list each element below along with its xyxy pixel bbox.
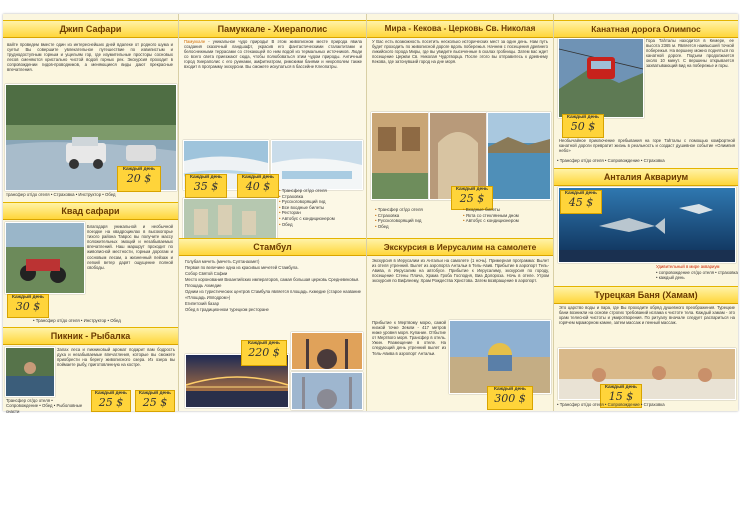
istanbul-mosque-photo — [291, 332, 363, 370]
inclusion-item: • Русскоговорящий гид — [375, 218, 455, 224]
olympos-cable-text-2: Необычайное приключение пребывания на горе Таhталы с помощью комфортной канатной дороги превратит жизнь в реальность и создаст душевное событие «Олимпия небо» — [559, 138, 735, 154]
inclusion-item: • Яхта со стеклянным дном — [463, 213, 551, 219]
istanbul-line: Египетский базар — [185, 300, 219, 306]
price-label: Каждый день — [247, 341, 281, 346]
price-value: 35 $ — [193, 180, 219, 193]
inclusion-item: • Обед — [279, 222, 365, 228]
turkish-bath-title: Турецкая Баня (Хамам) — [554, 286, 738, 304]
pamukkale-inclusions — [279, 188, 365, 227]
brochure-sheet — [3, 14, 738, 414]
istanbul-title: Стамбул — [179, 238, 366, 256]
quad-safari-footer: • Трансфер от/до отеля • Инструктор • Обед — [33, 318, 121, 323]
pamukkale-desc: - уникальное чудо природы! В этом живописном месте природа явила создания сказочный ландшафт, украсив его фантастическими сталактитами и белоснежными террасами со стекающей по ним водой из термальных источников. Люди со всего света приезжают сюда, чтобы полюбоваться этим чудом природы. Античный город Хиераполис с его руинами, амфитеатром, римскими банями и некрополем также входит в программу экскурсии. Вы сможете искупаться в бассейне Клеопатры. — [184, 39, 362, 70]
price-label: Каждый день — [122, 167, 156, 172]
istanbul-line: Место коронования Византийских императоров, самая большая церковь Средневековья. — [185, 277, 360, 283]
price-value: 40 $ — [245, 180, 271, 193]
istanbul-line: Голубая мечеть (мечеть Султанахмет) — [185, 259, 260, 264]
myra-kekova-title: Мира - Кекова - Церковь Св. Николая — [367, 20, 553, 38]
jerusalem-text-2: Прибытие к Мертвому морю, самой низкой точке Земли - 417 метров ниже уровня моря. Купание. Отбытие от Мертвого моря. Трансфер в отель. Ужин. Размещение в отеле. На следующий день утренний вылет из Тель-Авива в аэропорт Антальи. — [372, 320, 446, 356]
price-value: 15 $ — [608, 390, 634, 403]
istanbul-line: Собор Святой Софии — [185, 271, 228, 277]
kekova-photo — [487, 112, 551, 200]
inclusion-item: • Все входные билеты — [279, 205, 365, 211]
pamukkale-highlight: Памуккале — [184, 39, 206, 44]
istanbul-price — [241, 340, 287, 366]
myra-kekova-text: У Вас есть возможность посетить несколько исторических мест за один день. Нам путь будет проходить по живописной дороге вдоль побережья. Начнем с посещения древнего ликийского города Миры, где вы увидите высеченные в скалах гробницы. Затем вас ждет посещение Церкви Св. Николая Чудотворца. После этого вы отправитесь к древнему Кекова, где затонувший город на дне моря. — [372, 39, 548, 65]
quad-safari-photo — [5, 222, 85, 294]
picnic-fishing-footer: Трансфер от/до отеля • Сопровождение • Обед • Рыболовные снасти — [6, 398, 83, 414]
myra-photo-1 — [371, 112, 429, 200]
istanbul-mosque-photo-2 — [291, 372, 363, 410]
jeep-safari-text: вайте проведем вместе один из интереснейших дней вдалеке от родного шума и суеты! Вы совершите увлекательное путешествие по извилистым и труднодоступным горным и ущельям гор, где изумительные просторы сосновых лесов сменяются кристально чистой водой горных рек. Экскурсия проходит в сопровождении гидов-проводников, а меняющиеся виды дают прекрасные впечатления. — [7, 42, 173, 73]
price-label: Каждый день — [493, 387, 527, 392]
jerusalem-title: Экскурсия в Иерусалим на самолете — [367, 238, 553, 256]
price-label: Каждый день — [94, 391, 128, 396]
price-value: 25 $ — [459, 192, 485, 205]
column-3 — [367, 14, 553, 411]
quad-safari-price — [7, 294, 49, 318]
turkish-bath-text: Это царство воды и пара, где Вы проходите обряд душевного преображения. Турецкие бани возникли на основе строгих требований ислама к чистоте тела. Каждый хамам - это храм телесной чистоты и умиротворения. По ритуалу вначале следует распариться на горячем мраморном камне, затем массаж и пенный массаж. — [559, 305, 735, 326]
aquarium-inclusions: • сопровождение от/до отеля • страховка • каждый день — [656, 270, 738, 281]
price-label: Каждый день — [138, 391, 172, 396]
inclusion-item: • Входные билеты — [463, 207, 551, 213]
jerusalem-price — [487, 386, 533, 410]
inclusion-item: • Страховка — [375, 213, 455, 219]
jeep-safari-footer: трансфер от/до отеля • Страховка • Инструктор • Обед — [6, 192, 116, 197]
istanbul-line: Площадь Ахмедие — [185, 283, 222, 289]
pamukkale-text — [184, 39, 362, 137]
pamukkale-photo-3 — [183, 198, 277, 240]
olympos-cable-price — [562, 114, 604, 138]
jerusalem-text: Экскурсия в Иерусалим из Антальи на самолете (1 ночь). Примерная программа: Вылет из отеля утренний. Вылет из аэропорта Антальи в Тель-Авив. Прибытие в аэропорт Тель-Авива, в Иерусалим на автобусе. Прибытие к Иерусалиму, экскурсия по городу, посещение Стены Плача, Храма Гроба Господня, Виа Долороза. Ночь в отеле. Утром экскурсия по Вифлеему, Храм Рождества Христова. Затем возвращение в аэропорт. — [372, 258, 549, 284]
olympos-cable-text: Гора Таhталы находится в Кемере, ее высота 2365 м. Является наивысшей точкой побережья. На вершину можно подняться по канатной дороге. Подъем продолжается около 10 минут. С вершины открывается захватывающий вид на побережье и горы. — [646, 38, 734, 69]
pamukkale-title: Памуккале - Хиераполис — [179, 20, 366, 38]
turkish-bath-footer: • Трансфер от/до отеля • Сопровождение • Страховка — [557, 402, 665, 407]
myra-kekova-inclusions-2 — [463, 207, 551, 224]
pamukkale-price-2 — [237, 174, 279, 198]
price-value: 25 $ — [98, 396, 124, 409]
inclusion-item: • Трансфер от/до отеля — [279, 188, 365, 194]
quad-safari-title: Квад сафари — [3, 202, 178, 220]
inclusion-item: • Трансфер от/до отеля — [375, 207, 455, 213]
column-2 — [179, 14, 366, 411]
price-value: 20 $ — [126, 172, 152, 185]
istanbul-line: Одним из туристических центров Стамбула является площадь Ахмедие (старое название «Площадь Ипподром») — [185, 289, 361, 300]
picnic-fishing-price-2 — [135, 390, 175, 412]
turkish-bath-photo — [558, 348, 736, 403]
picnic-fishing-title: Пикник - Рыбалка — [3, 327, 178, 345]
price-label: Каждый день — [455, 187, 489, 192]
aquarium-price — [560, 190, 602, 214]
pamukkale-price-1 — [185, 174, 227, 198]
price-value: 220 $ — [248, 346, 280, 359]
picnic-fishing-photo — [5, 347, 55, 397]
price-label: Каждый день — [566, 115, 600, 120]
inclusion-item: • Автобус с кондиционером — [463, 218, 551, 224]
picnic-fishing-price — [91, 390, 131, 412]
myra-kekova-inclusions — [375, 207, 455, 229]
jeep-safari-price — [117, 166, 161, 192]
inclusion-item: • Русскоговорящий гид — [279, 199, 365, 205]
aquarium-note: Удивительный в мире аквариум — [656, 264, 720, 269]
istanbul-line: Обед в традиционном турецком ресторане — [185, 306, 269, 312]
price-label: Каждый день — [564, 191, 598, 196]
price-value: 45 $ — [568, 196, 594, 209]
istanbul-line: Первая по величине одна из красивых мечетей Стамбула. — [185, 265, 299, 271]
price-label: Каждый день — [189, 175, 223, 180]
inclusion-item: • Обед — [375, 224, 455, 230]
olympos-cable-title: Канатная дорога Олимпос — [554, 20, 738, 38]
cable-car-photo — [558, 38, 644, 118]
pamukkale-photo-2 — [271, 140, 363, 190]
antalya-aquarium-title: Анталия Аквариум — [554, 168, 738, 186]
inclusion-item: • Автобус с кондиционером — [279, 216, 365, 222]
price-value: 30 $ — [15, 300, 41, 313]
price-value: 50 $ — [570, 120, 596, 133]
picnic-fishing-desc: Запах леса и пикниковый аромат подарит вам бодрость духа и незабываемые впечатления, которые вы сможете приобрести на берегу живописного озера. Из озера вы поймаете рыбу, приготовленную на костре. — [57, 347, 175, 368]
olympos-cable-footer: • Трансфер от/до отеля • Сопровождение • Страховка — [557, 158, 665, 163]
quad-safari-text: Благодаря уникальной и необычной поездке на квадроциклах в высокогорье тихого района Таврос вы получите массу положительных эмоций и незабываемых впечатлений. Наш маршрут проходит по живописной местности, горным дорогам и сосновым лесам, а жизненный пейзаж и легкий ветер дарят ощущение полной свободы. — [87, 224, 173, 270]
price-value: 300 $ — [494, 392, 526, 405]
column-4 — [554, 14, 738, 411]
price-label: Каждый день — [241, 175, 275, 180]
column-1 — [3, 14, 178, 414]
price-value: 25 $ — [142, 396, 168, 409]
price-label: Каждый день — [11, 295, 45, 300]
inclusion-item: • Ресторан — [279, 210, 365, 216]
jeep-safari-title: Джип Сафари — [3, 20, 178, 38]
price-label: Каждый день — [604, 385, 638, 390]
inclusion-item: • Страховка — [279, 194, 365, 200]
jerusalem-photo — [449, 320, 551, 394]
